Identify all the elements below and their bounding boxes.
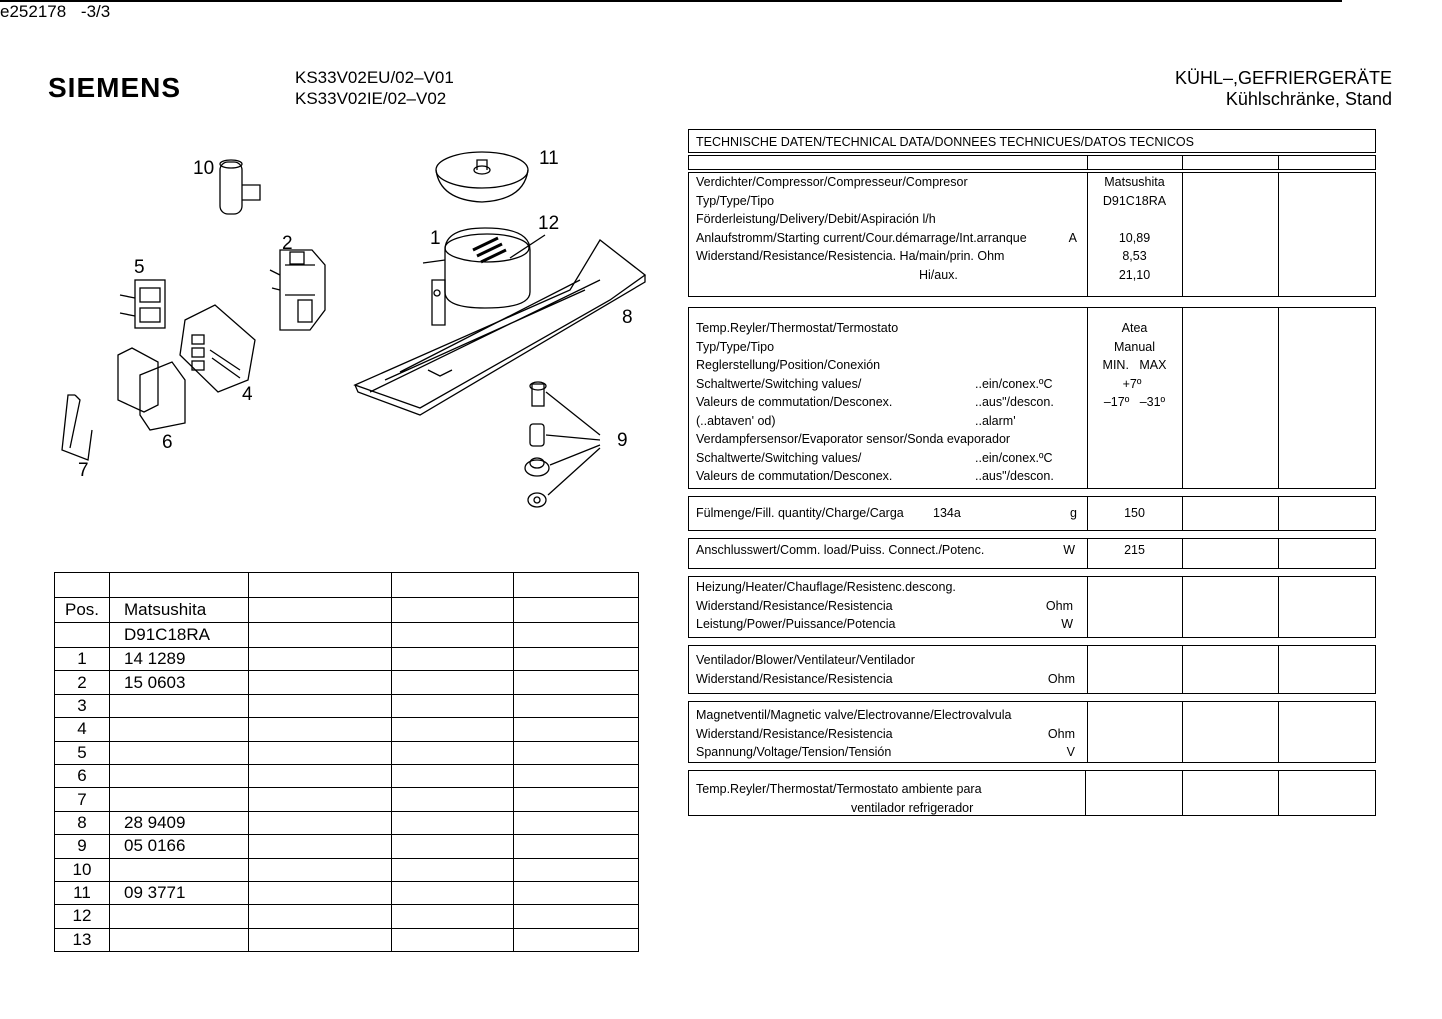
sensor-condition-ein: ..ein/conex.ºC [975,450,1053,465]
evaporator-sensor-label: Verdampfersensor/Evaporator sensor/Sonda evaporador [696,432,1011,446]
compressor-make-header: Matsushita [110,598,249,623]
sensor-valeurs-commutation-label: Valeurs de commutation/Desconex. [696,469,893,483]
callout-2: 2 [282,233,293,254]
callout-1: 1 [430,228,441,249]
refrigerant-charge-section [688,496,1376,531]
clip-part [62,395,92,460]
abtaven-label: (..abtaven' od) [696,413,776,428]
pos-header-top [55,573,110,598]
valeurs-commutation-label: Valeurs de commutation/Desconex. [696,395,893,409]
resistance-aux-value: 21,10 [1118,267,1151,282]
heater-label: Heizung/Heater/Chauflage/Resistenc.descong. [696,580,956,594]
table-row [55,718,639,741]
table-row [55,835,639,858]
thermostat-position-value: MIN. MAX [1102,358,1167,372]
thermostat-type-value: Manual [1114,339,1155,354]
sensor-switching-values-label: Schaltwerte/Switching values/ [696,450,862,465]
part-number-cell [110,905,249,928]
blower-resistance-label: Widerstand/Resistance/Resistencia [696,671,893,686]
charge-value: 150 [1124,506,1145,520]
heater-power-label: Leistung/Power/Puissance/Potencia [696,617,896,631]
pos-cell: 3 [55,694,110,717]
tech-data-column-header [688,155,1376,170]
part-number-cell: 15 0603 [110,671,249,694]
pos-cell: 7 [55,788,110,811]
heater-resistance-unit: Ohm [1045,598,1073,613]
table-row [55,881,639,904]
charge-label: Fülmenge/Fill. quantity/Charge/Carga [696,506,904,520]
category-subtitle: Kühlschränke, Stand [1225,89,1392,109]
model-number-2: KS33V02IE/02–V02 [295,89,447,108]
switching-values-label: Schaltwerte/Switching values/ [696,376,862,391]
table-row [55,811,639,834]
callout-5: 5 [134,257,145,278]
table-row [55,671,639,694]
valve-resistance-unit: Ohm [1047,726,1075,741]
header-top-c1 [110,573,249,598]
parts-table [54,572,639,952]
capacitor-part [220,160,260,214]
blower-section [688,645,1376,694]
ambient-thermostat-label-2: ventilador refrigerador [851,800,974,815]
compressor-section [688,172,1376,297]
terminal-block-part [120,280,165,328]
sensor-condition-aus: ..aus"/descon. [975,469,1054,483]
pos-header: Pos. [55,598,110,623]
blower-resistance-unit: Ohm [1047,671,1075,686]
valve-label: Magnetventil/Magnetic valve/Electrovanne/Electrovalvula [696,708,1012,722]
overload-protector-part [118,348,185,430]
thermostat-position-label: Reglerstellung/Position/Conexión [696,358,881,372]
parts-drawing [40,130,660,530]
table-row [55,858,639,881]
document-footer [0,2,1442,22]
compressor-make-value: Matsushita [1104,175,1165,189]
charge-unit: g [1070,506,1077,520]
thermostat-make-value: Atea [1121,321,1148,335]
load-value: 215 [1124,543,1145,557]
callout-11: 11 [539,148,559,169]
refrigerant-type: 134a [933,506,961,520]
magnetic-valve-section [688,701,1376,763]
connected-load-section [688,538,1376,569]
valve-voltage-label: Spannung/Voltage/Tension/Tensión [696,745,892,759]
callout-10: 10 [193,158,215,179]
starting-current-unit: A [1068,230,1077,245]
relay-cover-part [180,305,255,392]
compressor-starting-current-label: Anlaufstromm/Starting current/Cour.démarrage/Int.arranque [696,230,1027,245]
compressor-type-value: D91C18RA [1102,193,1167,208]
pos-cell: 12 [55,905,110,928]
part-number-cell [110,718,249,741]
cover-part [436,152,528,202]
callout-7: 7 [78,460,89,481]
thermostat-label: Temp.Reyler/Thermostat/Termostato [696,321,899,335]
callout-4: 4 [242,384,253,405]
callout-6: 6 [162,432,173,453]
ambient-thermostat-section [688,770,1376,816]
siemens-logo: SIEMENS [48,72,182,103]
table-row [55,928,639,951]
compressor-delivery-label: Förderleistung/Delivery/Debit/Aspiración l/h [696,212,936,226]
compressor-resistance-aux-label: Hi/aux. [919,267,958,282]
part-number-cell [110,764,249,787]
valve-resistance-label: Widerstand/Resistance/Resistencia [696,726,893,741]
part-number-cell: 09 3771 [110,881,249,904]
compressor-resistance-label: Widerstand/Resistance/Resistencia. Ha/main/prin. Ohm [696,249,1005,263]
relay-part [270,250,325,330]
load-label: Anschlusswert/Comm. load/Puiss. Connect./Potenc. [696,543,985,557]
model-number-1: KS33V02EU/02–V01 [295,68,454,87]
pos-cell: 8 [55,811,110,834]
compressor-label: Verdichter/Compressor/Compresseur/Compresor [696,175,968,189]
exploded-parts-diagram [40,130,660,530]
starting-current-value: 10,89 [1118,230,1151,245]
grommet-set-part [525,382,600,507]
pos-cell: 11 [55,881,110,904]
part-number-cell [110,928,249,951]
ambient-thermostat-label: Temp.Reyler/Thermostat/Termostato ambiente para [696,782,982,796]
resistance-main-value: 8,53 [1122,249,1147,263]
table-row [55,741,639,764]
condition-aus: ..aus"/descon. [975,395,1054,409]
thermostat-section [688,307,1376,489]
compressor-type-label: Typ/Type/Tipo [696,193,775,208]
table-row [55,788,639,811]
pos-cell: 2 [55,671,110,694]
heater-power-unit: W [1061,617,1073,631]
base-rail-part [355,240,645,415]
table-row [55,648,639,671]
part-number-cell [110,694,249,717]
pos-cell: 9 [55,835,110,858]
callout-12: 12 [538,213,560,234]
condition-alarm: ..alarm' [975,413,1016,428]
pos-cell: 13 [55,928,110,951]
tech-data-title-box [688,129,1376,153]
callout-8: 8 [622,307,633,328]
part-number-cell: 14 1289 [110,648,249,671]
switching-on-value: +7º [1122,376,1142,391]
condition-ein: ..ein/conex.ºC [975,376,1053,391]
load-unit: W [1063,543,1075,557]
table-row [55,905,639,928]
part-number-cell [110,858,249,881]
pos-cell: 4 [55,718,110,741]
heater-section [688,576,1376,638]
pos-cell: 5 [55,741,110,764]
pos-cell: 1 [55,648,110,671]
category-title: KÜHL–,GEFRIERGERÄTE [1174,68,1392,88]
switching-off-value: –17º –31º [1103,395,1166,409]
compressor-type-header: D91C18RA [110,623,249,648]
page-number: -3/3 [80,2,111,21]
pos-cell: 6 [55,764,110,787]
pos-cell: 10 [55,858,110,881]
table-row [55,694,639,717]
part-number-cell [110,788,249,811]
tech-data-title: TECHNISCHE DATEN/TECHNICAL DATA/DONNEES TECHNICUES/DATOS TECNICOS [696,135,1194,149]
table-row [55,764,639,787]
blower-label: Ventilador/Blower/Ventilateur/Ventilador [696,653,915,667]
thermostat-type-label: Typ/Type/Tipo [696,339,775,354]
part-number-cell [110,741,249,764]
document-id: e252178 [0,2,67,21]
part-number-cell: 28 9409 [110,811,249,834]
valve-voltage-unit: V [1066,745,1075,759]
callout-9: 9 [617,430,628,451]
heater-resistance-label: Widerstand/Resistance/Resistencia [696,598,893,613]
part-number-cell: 05 0166 [110,835,249,858]
